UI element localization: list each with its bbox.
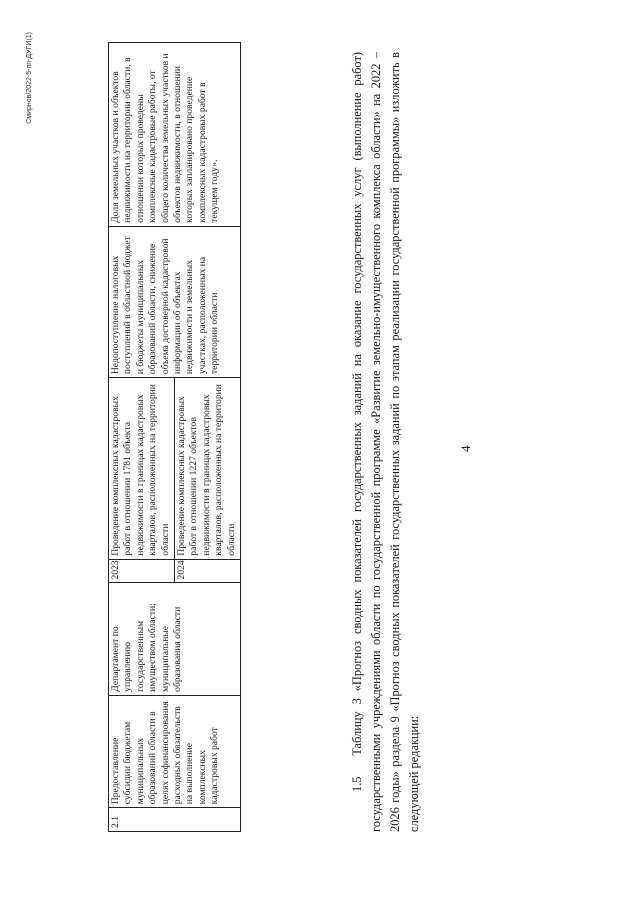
amendment-paragraph [348, 52, 424, 832]
rotated-page-content [18, 2, 618, 862]
responsible-cell: Департамент по управлению государственным имуществом области; муниципальные образования области [109, 583, 241, 695]
activity-cell: Проведение комплексных кадастровых работ в отношении 1781 объекта недвижимости в границах кадастровых кварталов, расположенных на территории области [109, 378, 175, 560]
table-row [109, 43, 175, 832]
program-events-table [108, 42, 241, 832]
document-code: Смирнов/2022-5-пп-ДУГИ(1) [26, 32, 33, 124]
event-name-cell: Предоставление субсидии бюджетам муниципальных образований области в целях софинансирования расходных обязательств на выполнение комплексных кадастровых работ [109, 695, 241, 807]
activity-cell: Проведение комплексных кадастровых работ в отношении 1227 объектов недвижимости в границах кадастровых кварталов, расположенных на территории области [175, 378, 241, 560]
year-cell: 2024 [175, 559, 241, 583]
page-number: 4 [458, 445, 473, 452]
paragraph-number: 1.5 [350, 776, 364, 792]
row-number-cell: 2.1 [109, 808, 241, 832]
indicator-cell: Доля земельных участков и объектов недвижимости на территории области, в отношении которых проведены комплексные кадастровые работы, от общего количества земельных участков и объектов недвижимости, в отношении которых запланировано проведение комплексных кадастровых работ в текущем году». [109, 43, 241, 227]
risk-cell: Недопоступление налоговых поступлений в областной бюджет и бюджеты муниципальных образований области, снижение объема достоверной кадастровой информации об объектах недвижимости и земельных участках, расположенных на территории области [109, 226, 241, 377]
paragraph-text: Таблицу 3 «Прогноз сводных показателей государственных заданий на оказание государственных услуг (выполнение работ) государственными учреждениями области по государственной программе «Развитие земельно-имущественного комплекса области» на 2022 – 2026 годы» раздела 9 «Прогноз сводных показателей государственных заданий по этапам реализации государственной программы» изложить в следующей редакции: [350, 52, 421, 832]
document-code-footer [26, 2, 33, 862]
year-cell: 2023 [109, 559, 175, 583]
